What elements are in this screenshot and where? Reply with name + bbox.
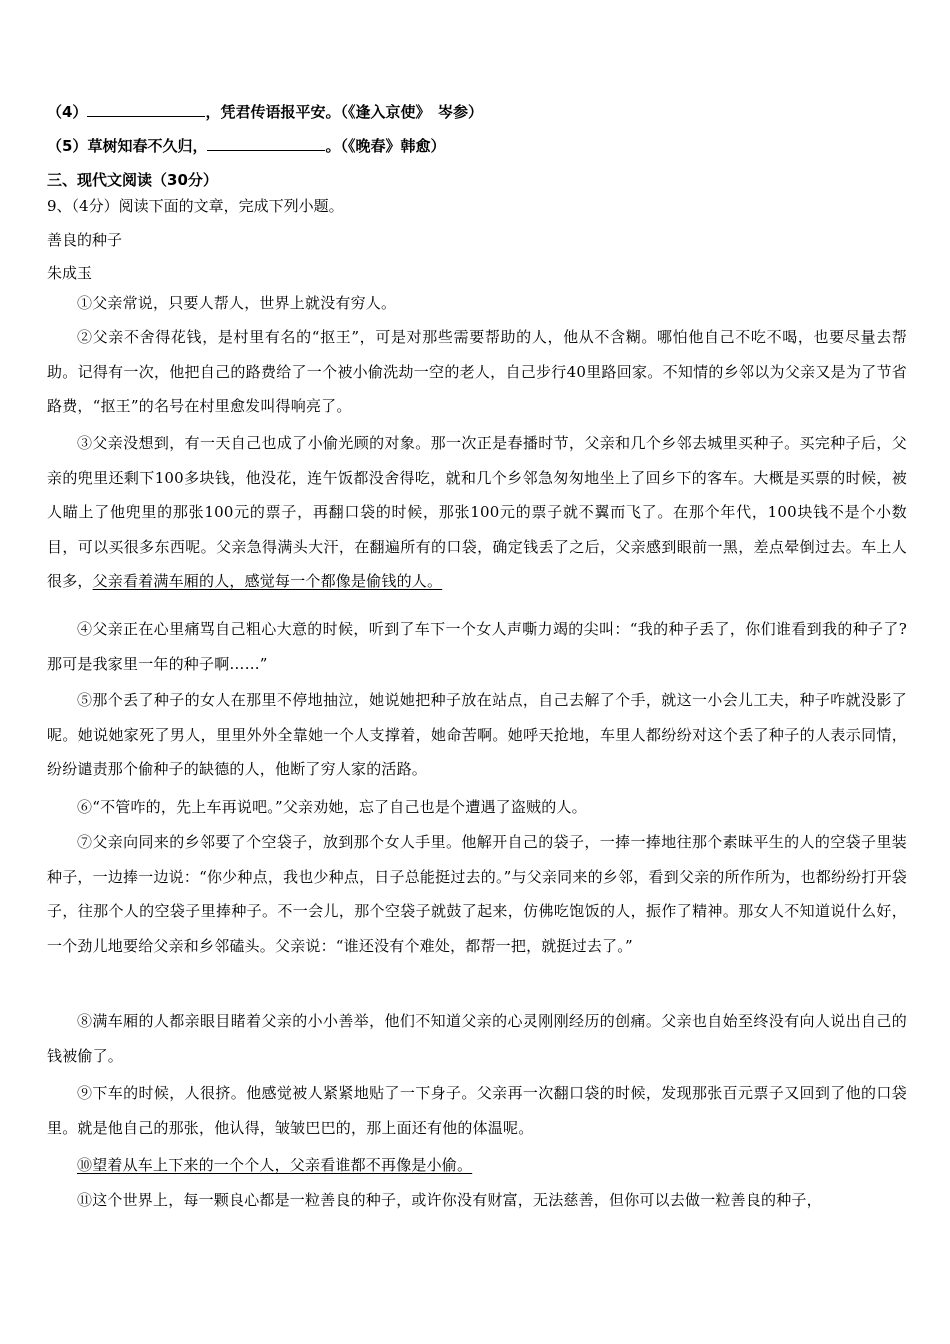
article-title: 善良的种子: [47, 231, 123, 249]
paragraph-9: ⑨下车的时候，人很挤。他感觉被人紧紧地贴了一下身子。父亲再一次翻口袋的时候，发现那张百元票子又回到了他的口袋里。就是他自己的那张，他认得，皱皱巴巴的，那上面还有他的体温呢。: [47, 1084, 907, 1137]
question-number: （4）: [47, 103, 88, 121]
paragraph-1: ①父亲常说，只要人帮人，世界上就没有穷人。: [77, 294, 397, 312]
paragraph-3: [47, 426, 907, 599]
poem-text: 草树知春不久归，: [87, 137, 208, 155]
question-prompt: 9、（4分）阅读下面的文章，完成下列小题。: [47, 197, 344, 215]
paragraph-5: ⑤那个丢了种子的女人在那里不停地抽泣，她说她把种子放在站点，自己去解了个手，就这一小会儿工夫，种子咋就没影了呢。她说她家死了男人，里里外外全靠她一个人支撑着，她命苦啊。她呼天抢地，车里人都纷纷对这个丢了种子的人表示同情，纷纷谴责那个偷种子的缺德的人，他断了穷人家的活路。: [47, 691, 907, 778]
section-heading: 三、现代文阅读（30分）: [47, 171, 218, 189]
poem-text: 。（《晚春》韩愈）: [325, 137, 446, 155]
paragraph-8: ⑧满车厢的人都亲眼目睹着父亲的小小善举，他们不知道父亲的心灵刚刚经历的创痛。父亲也自始至终没有向人说出自己的钱被偷了。: [47, 1012, 907, 1065]
question-number: （5）: [47, 137, 88, 155]
paragraph-10-underlined: ⑩望着从车上下来的一个个人，父亲看谁都不再像是小偷。: [77, 1156, 473, 1174]
paragraph-4: ④父亲正在心里痛骂自己粗心大意的时候，听到了车下一个女人声嘶力竭的尖叫：“我的种子丢了，你们谁看到我的种子了?那可是我家里一年的种子啊……”: [47, 620, 907, 673]
paragraph-7: ⑦父亲向同来的乡邻要了个空袋子，放到那个女人手里。他解开自己的袋子，一捧一捧地往那个素昧平生的人的空袋子里装种子，一边捧一边说：“你少种点，我也少种点，日子总能挺过去的。”与父亲同来的乡邻，看到父亲的所作所为，也都纷纷打开袋子，往那个人的空袋子里捧种子。不一会儿，那个空袋子就鼓了起来，仿佛吃饱饭的人，振作了精神。那女人不知道说什么好，一个劲儿地要给父亲和乡邻磕头。父亲说：“谁还没有个难处，都帮一把，就挺过去了。”: [47, 833, 907, 955]
underlined-sentence: 父亲看着满车厢的人，感觉每一个都像是偷钱的人。: [92, 572, 443, 590]
answer-blank: [207, 136, 325, 151]
article-author: 朱成玉: [47, 264, 93, 282]
paragraph-text: ③父亲没想到，有一天自己也成了小偷光顾的对象。那一次正是春播时节，父亲和几个乡邻去城里买种子。买完种子后，父亲的兜里还剩下100多块钱，他没花，连午饭都没舍得吃，就和几个乡邻急匆匆地坐上了回乡下的客车。大概是买票的时候，被人瞄上了他兜里的那张100元的票子，再翻口袋的时候，那张100元的票子就不翼而飞了。在那个年代，100块钱不是个小数目，可以买很多东西呢。父亲急得满头大汗，在翻遍所有的口袋，确定钱丢了之后，父亲感到眼前一黑，差点晕倒过去。车上人很多，: [47, 434, 907, 590]
paragraph-11: ⑪这个世界上，每一颗良心都是一粒善良的种子，或许你没有财富，无法慈善，但你可以去做一粒善良的种子，: [77, 1191, 822, 1209]
answer-blank: [87, 102, 205, 117]
paragraph-2: ②父亲不舍得花钱，是村里有名的“抠王”，可是对那些需要帮助的人，他从不含糊。哪怕他自己不吃不喝，也要尽量去帮助。记得有一次，他把自己的路费给了一个被小偷洗劫一空的老人，自己步行40里路回家。不知情的乡邻以为父亲又是为了节省路费，“抠王”的名号在村里愈发叫得响亮了。: [47, 328, 907, 415]
paragraph-6: ⑥“不管咋的，先上车再说吧。”父亲劝她，忘了自己也是个遭遇了盗贼的人。: [77, 798, 587, 816]
poem-text: ，凭君传语报平安。（《逢入京使》 岑参）: [205, 103, 483, 121]
poem-question-4: [47, 102, 907, 122]
poem-question-5: [47, 136, 907, 156]
